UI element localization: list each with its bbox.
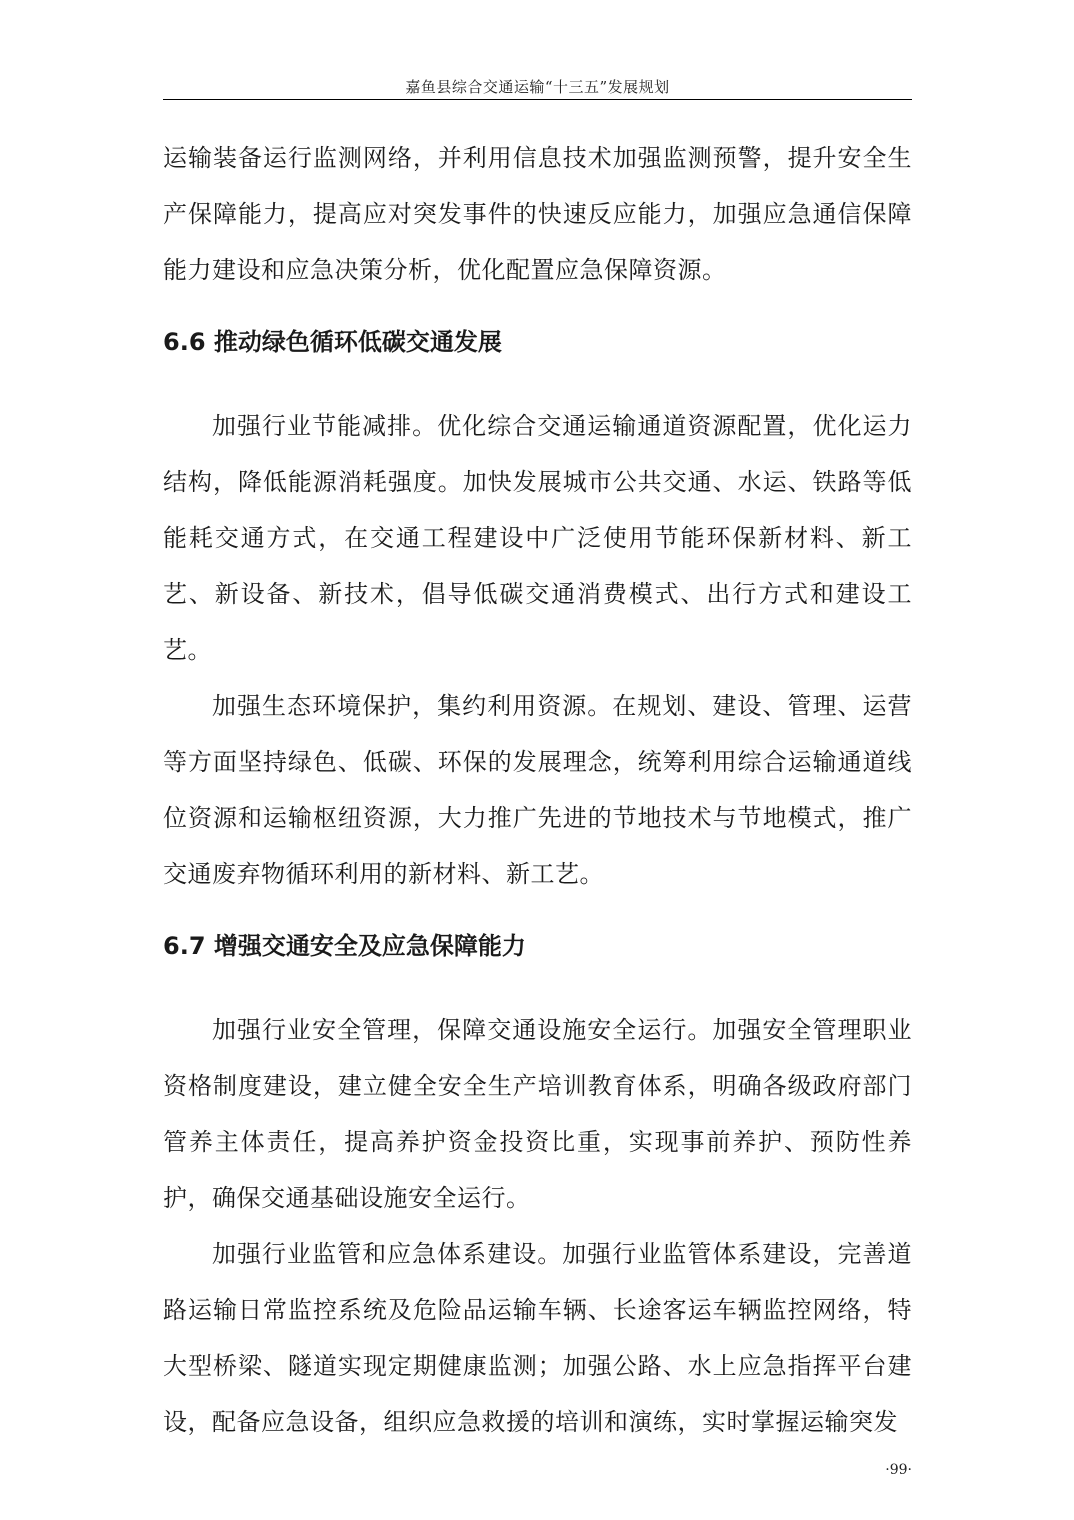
paragraph-6-7-2: 加强行业监管和应急体系建设。加强行业监管体系建设，完善道路运输日常监控系统及危险品运输车辆、长途客运车辆监控网络，特大型桥梁、隧道实现定期健康监测；加强公路、水上应急指挥平台建设，配备应急设备，组织应急救援的培训和演练，实时掌握运输突发 bbox=[163, 1240, 912, 1436]
paragraph-6-7-1: 加强行业安全管理，保障交通设施安全运行。加强安全管理职业资格制度建设，建立健全安全生产培训教育体系，明确各级政府部门管养主体责任，提高养护资金投资比重，实现事前养护、预防性养护，确保交通基础设施安全运行。 bbox=[163, 1016, 912, 1212]
section-heading-6-6: 6.6 推动绿色循环低碳交通发展 bbox=[163, 328, 502, 356]
running-header: 嘉鱼县综合交通运输“十三五”发展规划 bbox=[405, 78, 670, 96]
page-number: ·99· bbox=[885, 1462, 912, 1478]
section-heading-6-7: 6.7 增强交通安全及应急保障能力 bbox=[163, 932, 526, 960]
intro-paragraph: 运输装备运行监测网络，并利用信息技术加强监测预警，提升安全生产保障能力，提高应对突发事件的快速反应能力，加强应急通信保障能力建设和应急决策分析，优化配置应急保障资源。 bbox=[163, 144, 912, 284]
paragraph-6-6-2: 加强生态环境保护，集约利用资源。在规划、建设、管理、运营等方面坚持绿色、低碳、环保的发展理念，统筹利用综合运输通道线位资源和运输枢纽资源，大力推广先进的节地技术与节地模式，推广交通废弃物循环利用的新材料、新工艺。 bbox=[163, 692, 912, 888]
header-divider bbox=[163, 99, 912, 100]
paragraph-6-6-1: 加强行业节能减排。优化综合交通运输通道资源配置，优化运力结构，降低能源消耗强度。加快发展城市公共交通、水运、铁路等低能耗交通方式，在交通工程建设中广泛使用节能环保新材料、新工艺、新设备、新技术，倡导低碳交通消费模式、出行方式和建设工艺。 bbox=[163, 412, 912, 664]
page-body bbox=[163, 130, 912, 1450]
